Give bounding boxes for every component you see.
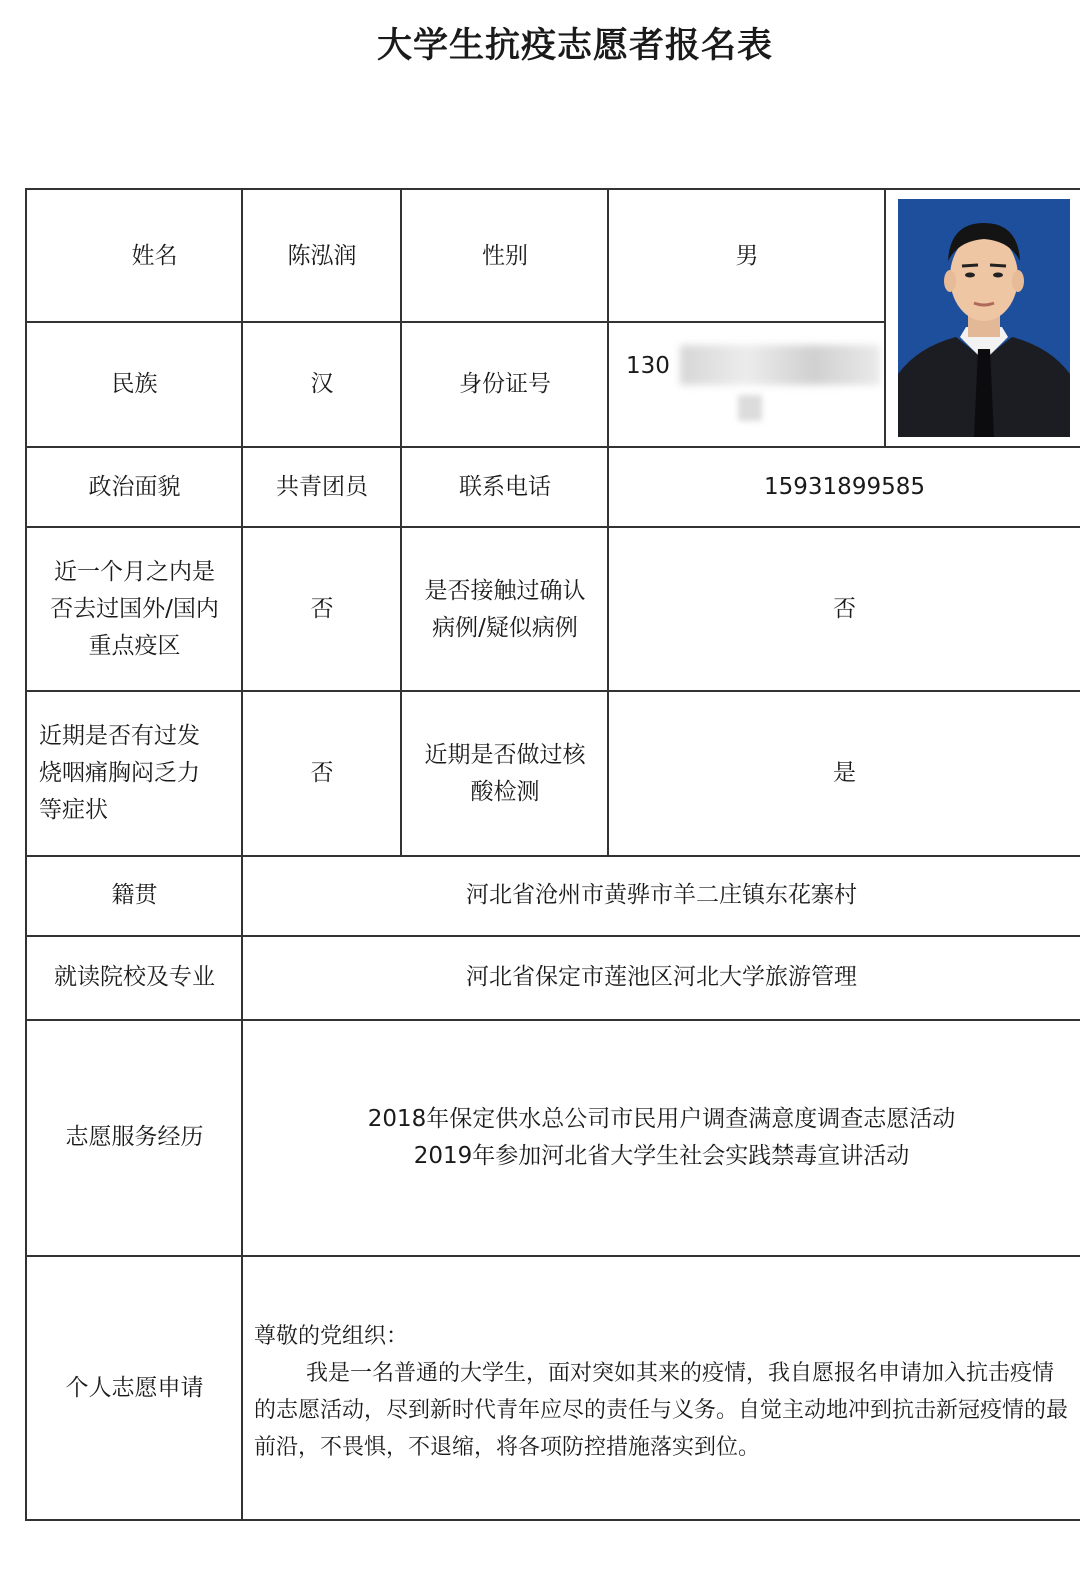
grid-line <box>241 188 243 1521</box>
grid-line <box>884 188 886 447</box>
table-border-left <box>25 188 27 1521</box>
value-travel: 否 <box>310 596 334 622</box>
label-volunteer-experience: 志愿服务经历 <box>65 1124 204 1150</box>
experience-item-1: 2018年保定供水总公司市民用户调查满意度调查志愿活动 <box>367 1105 956 1132</box>
grid-line <box>25 690 1080 692</box>
label-gender: 性别 <box>482 242 528 269</box>
grid-line <box>25 526 1080 528</box>
application-text <box>254 1318 1074 1466</box>
value-id-number: 130 <box>626 352 670 379</box>
label-symptom-question <box>27 692 242 855</box>
application-body: 我是一名普通的大学生，面对突如其来的疫情，我自愿报名申请加入抗击疫情的志愿活动，尽到新时代青年应尽的责任与义务。自觉主动地冲到抗击新冠疫情的最前沿，不畏惧，不退缩，将各项防控措施落实到位。 <box>254 1361 1069 1460</box>
grid-line <box>25 1019 1080 1021</box>
table-border-top <box>25 188 1080 190</box>
grid-line <box>25 855 1080 857</box>
grid-line <box>607 188 609 856</box>
id-redaction-blur <box>680 345 880 385</box>
value-school-major: 河北省保定市莲池区河北大学旅游管理 <box>466 964 857 990</box>
label-ethnicity: 民族 <box>111 371 158 397</box>
value-volunteer-experience <box>243 1020 1080 1255</box>
label-symptom-line-1: 近期是否有过发 <box>39 723 200 749</box>
label-travel-line-3: 重点疫区 <box>88 633 181 659</box>
value-ethnicity: 汉 <box>310 371 334 397</box>
label-symptom-line-2: 烧咽痛胸闷乏力 <box>39 760 200 786</box>
application-salutation: 尊敬的党组织： <box>254 1324 409 1349</box>
label-school-major: 就读院校及专业 <box>54 964 215 990</box>
applicant-photo <box>898 199 1070 437</box>
grid-line <box>25 321 886 323</box>
grid-line <box>25 1255 1080 1257</box>
value-political-status: 共青团员 <box>276 473 368 500</box>
label-symptom-line-3: 等症状 <box>39 797 108 823</box>
value-contact: 否 <box>833 596 856 622</box>
label-nucleic-line-2: 酸检测 <box>470 778 540 805</box>
label-native-place: 籍贯 <box>111 882 158 908</box>
value-nucleic: 是 <box>833 760 856 786</box>
id-redaction-blur-2 <box>738 395 762 421</box>
label-contact-question <box>402 528 608 691</box>
value-phone: 15931899585 <box>764 473 925 500</box>
value-native-place: 河北省沧州市黄骅市羊二庄镇东花寨村 <box>466 882 857 908</box>
table-border-bottom <box>25 1519 1080 1521</box>
form-title: 大学生抗疫志愿者报名表 <box>376 26 773 66</box>
label-id-number: 身份证号 <box>459 371 551 397</box>
experience-item-2: 2019年参加河北省大学生社会实践禁毒宣讲活动 <box>413 1142 910 1169</box>
label-travel-line-2: 否去过国外/国内 <box>50 596 219 622</box>
grid-line <box>25 935 1080 937</box>
label-nucleic-question <box>402 692 608 855</box>
value-symptom: 否 <box>310 760 334 786</box>
value-gender: 男 <box>735 242 759 269</box>
label-nucleic-line-1: 近期是否做过核 <box>424 741 586 768</box>
value-name: 陈泓润 <box>287 242 357 269</box>
grid-line <box>400 188 402 856</box>
label-phone: 联系电话 <box>459 473 551 500</box>
label-contact-line-1: 是否接触过确认 <box>424 577 586 604</box>
label-application: 个人志愿申请 <box>65 1374 204 1401</box>
grid-line <box>25 446 1080 448</box>
label-contact-line-2: 病例/疑似病例 <box>432 614 578 641</box>
label-name: 姓名 <box>131 242 178 269</box>
label-travel-question <box>27 528 242 691</box>
label-political-status: 政治面貌 <box>88 473 181 500</box>
label-travel-line-1: 近一个月之内是 <box>54 559 215 585</box>
